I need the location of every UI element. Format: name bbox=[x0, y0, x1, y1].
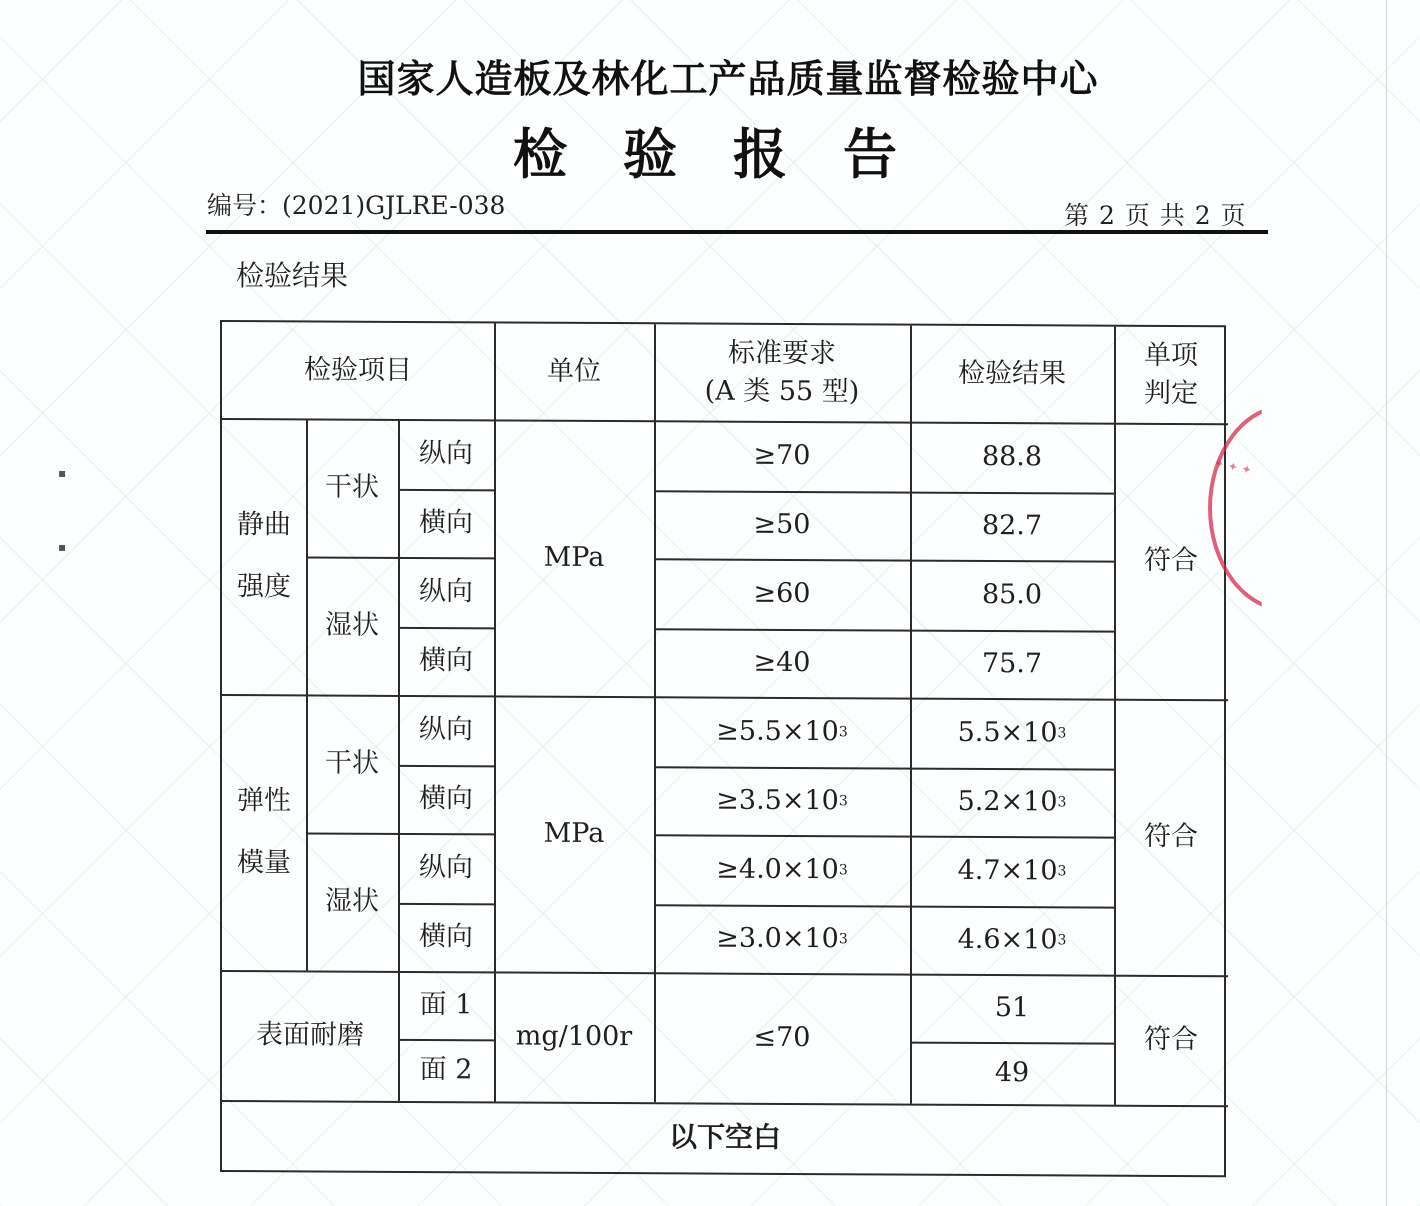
header-result: 检验结果 bbox=[958, 357, 1066, 390]
margin-mark: ▪ bbox=[58, 540, 67, 554]
mor-unit: MPa bbox=[543, 541, 605, 574]
header-unit: 单位 bbox=[547, 355, 601, 388]
moe-std-2 bbox=[654, 766, 910, 835]
table-footer-blank: 以下空白 bbox=[668, 1120, 781, 1155]
mor-wet: 湿状 bbox=[325, 609, 379, 641]
margin-mark: ▪ bbox=[58, 466, 67, 480]
moe-result-1-base: 5.5×10 bbox=[957, 716, 1058, 749]
moe-std-4-base: ≥3.0×10 bbox=[716, 922, 839, 955]
moe-result-3 bbox=[910, 836, 1114, 907]
moe-result-3-base: 4.7×10 bbox=[957, 854, 1058, 887]
mor-result-2: 82.7 bbox=[981, 510, 1043, 542]
moe-std-2-base: ≥3.5×10 bbox=[716, 784, 839, 817]
abrasion-unit: mg/100r bbox=[515, 1020, 633, 1053]
section-label: 检验结果 bbox=[236, 259, 349, 292]
seal-stamp-marks: ✦ ✦ ✦ bbox=[1212, 455, 1253, 478]
results-table bbox=[220, 320, 1226, 1177]
moe-result-4-base: 4.6×10 bbox=[957, 923, 1058, 956]
header-item: 检验项目 bbox=[304, 354, 412, 387]
mor-dry: 干状 bbox=[325, 471, 379, 503]
mor-dir-4: 横向 bbox=[419, 645, 473, 677]
org-title: 国家人造板及林化工产品质量监督检验中心 bbox=[357, 57, 1099, 101]
mor-std-2: ≥50 bbox=[753, 508, 811, 541]
moe-dry: 干状 bbox=[325, 747, 379, 779]
page-number: 第 2 页 共 2 页 bbox=[1064, 201, 1247, 230]
mor-verdict: 符合 bbox=[1144, 544, 1198, 577]
mor-std-3: ≥60 bbox=[753, 577, 811, 610]
mor-name-line2: 强度 bbox=[237, 571, 291, 603]
red-seal-stamp bbox=[1208, 404, 1366, 612]
moe-std-1 bbox=[654, 696, 910, 767]
header-standard-line2: (A 类 55 型) bbox=[704, 375, 860, 408]
abrasion-name: 表面耐磨 bbox=[256, 1019, 364, 1051]
abrasion-face-1: 面 1 bbox=[419, 989, 473, 1021]
mor-dir-3: 纵向 bbox=[419, 576, 473, 608]
header-rule bbox=[206, 230, 1268, 234]
moe-name-line2: 模量 bbox=[237, 847, 291, 879]
moe-dir-4: 横向 bbox=[419, 921, 473, 953]
report-number: 编号：(2021)GJLRE-038 bbox=[207, 191, 506, 220]
moe-std-3-base: ≥4.0×10 bbox=[716, 853, 839, 886]
header-verdict-line1: 单项 bbox=[1144, 340, 1198, 372]
header-verdict bbox=[1114, 327, 1228, 424]
mor-std-4: ≥40 bbox=[753, 646, 811, 679]
mor-std-1: ≥70 bbox=[753, 439, 811, 472]
moe-std-1-base: ≥5.5×10 bbox=[716, 715, 839, 748]
moe-name-line1: 弹性 bbox=[237, 784, 291, 817]
moe-dir-1: 纵向 bbox=[419, 714, 473, 746]
moe-unit: MPa bbox=[543, 817, 605, 850]
moe-result-2 bbox=[910, 768, 1114, 837]
moe-verdict: 符合 bbox=[1144, 820, 1198, 853]
mor-name bbox=[222, 418, 306, 694]
abrasion-result-1: 51 bbox=[994, 992, 1030, 1024]
moe-dir-3: 纵向 bbox=[419, 852, 473, 884]
header-standard-line1: 标准要求 bbox=[728, 337, 836, 370]
header-standard bbox=[654, 324, 910, 421]
mor-name-line1: 静曲 bbox=[237, 508, 291, 541]
mor-result-3: 85.0 bbox=[981, 579, 1043, 611]
moe-result-2-base: 5.2×10 bbox=[957, 785, 1058, 818]
moe-std-4 bbox=[654, 904, 910, 973]
moe-name bbox=[222, 694, 306, 970]
moe-dir-2: 横向 bbox=[419, 783, 473, 815]
mor-dir-2: 横向 bbox=[419, 507, 473, 539]
abrasion-result-2: 49 bbox=[994, 1057, 1030, 1089]
moe-result-1 bbox=[910, 698, 1114, 769]
header-verdict-line2: 判定 bbox=[1144, 377, 1198, 410]
abrasion-std: ≤70 bbox=[753, 1021, 811, 1054]
moe-std-3 bbox=[654, 834, 910, 905]
abrasion-verdict: 符合 bbox=[1144, 1023, 1198, 1056]
mor-result-4: 75.7 bbox=[981, 648, 1043, 680]
abrasion-face-2: 面 2 bbox=[419, 1054, 473, 1086]
moe-result-4 bbox=[910, 906, 1114, 975]
mor-dir-1: 纵向 bbox=[419, 438, 473, 470]
report-title: 检验报告 bbox=[513, 122, 953, 186]
moe-wet: 湿状 bbox=[325, 885, 379, 917]
mor-result-1: 88.8 bbox=[981, 441, 1043, 473]
